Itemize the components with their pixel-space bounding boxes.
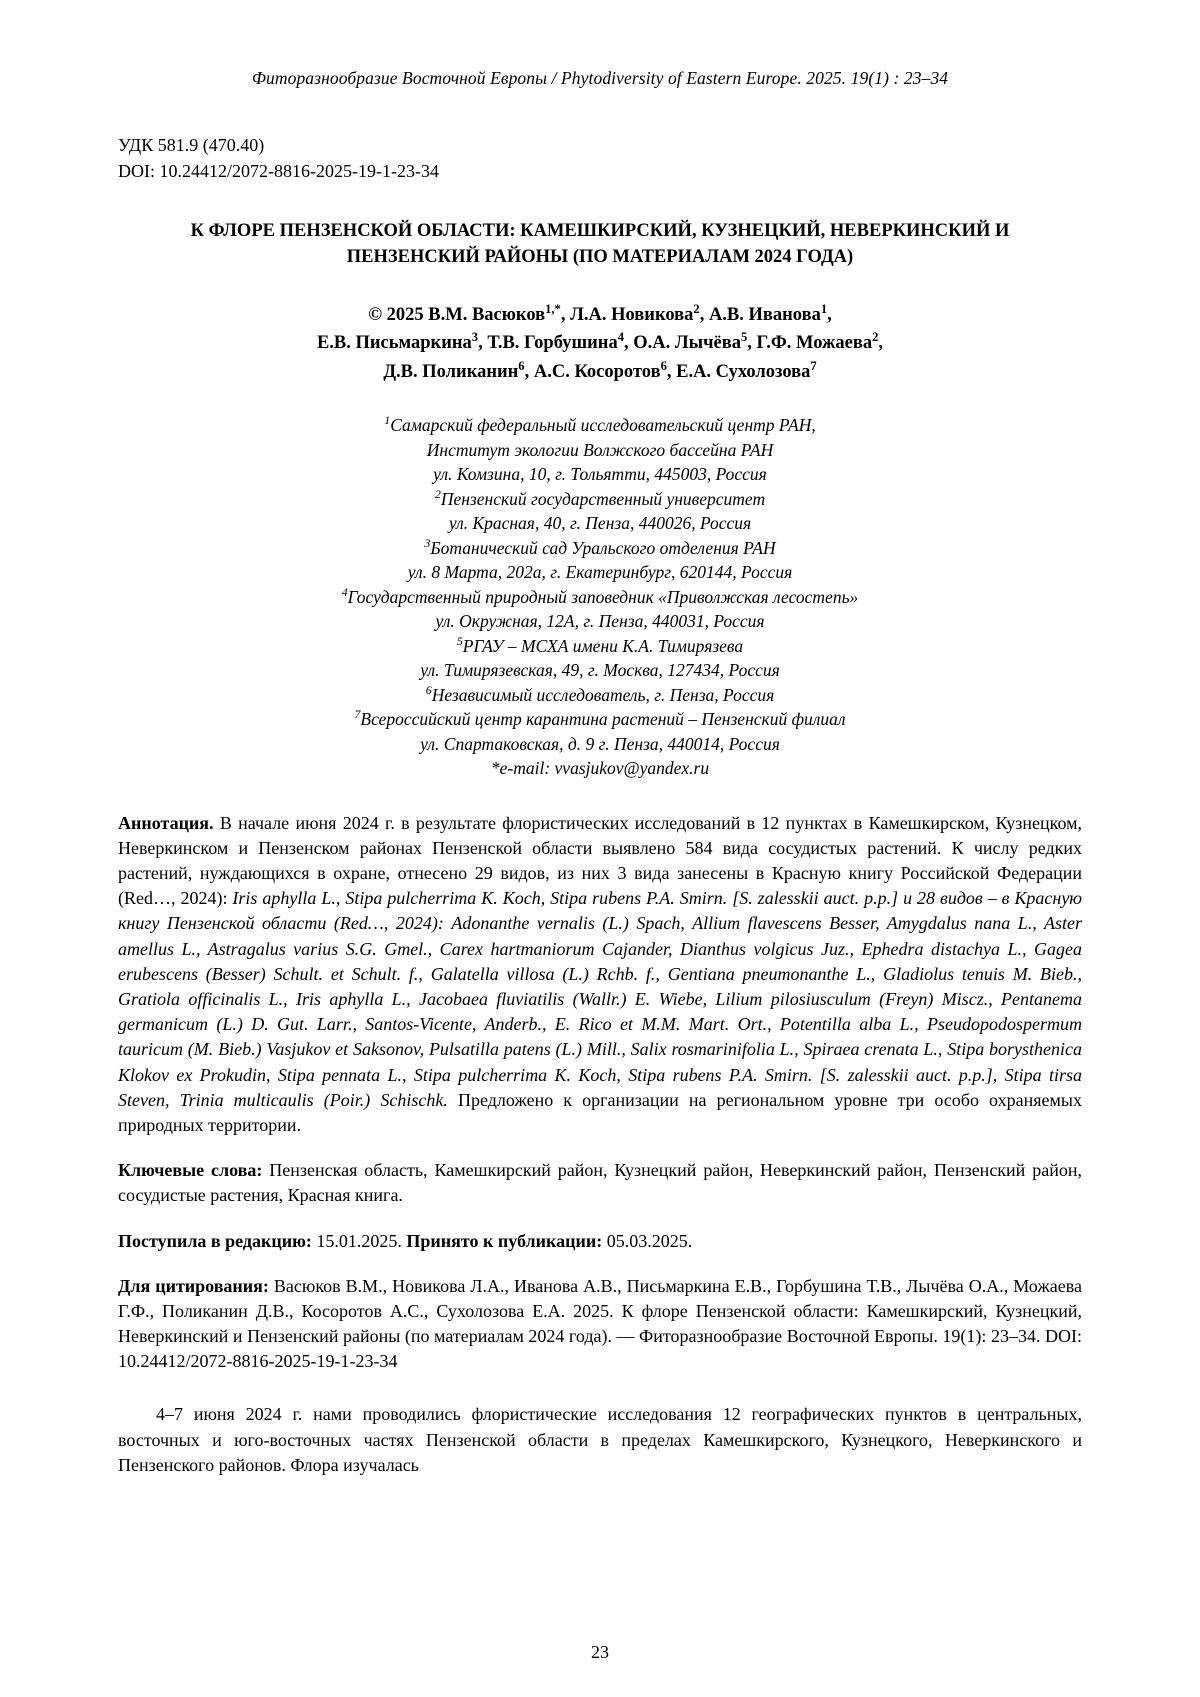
affiliation-item [118,732,1082,757]
author-name: , Г.Ф. Можаева [747,333,873,354]
affiliation-item [118,707,1082,732]
affiliation-marker: 5 [456,633,463,648]
affiliation-text: ул. Тимирязевская, 49, г. Москва, 127434, Россия [420,660,780,681]
author-affiliation-marker: 7 [810,359,817,374]
affiliation-marker: 4 [341,584,348,599]
running-head: Фиторазнообразие Восточной Европы / Phytodiversity of Eastern Europe. 2025. 19(1) : 23–34 [251,68,949,88]
author-name: © 2025 В.М. Васюков [368,304,546,325]
author-name: , О.А. Лычёва [624,333,741,354]
affiliation-text: Ботанический сад Уральского отделения РАН [430,537,776,558]
author-affiliation-marker: 2 [872,330,879,345]
affiliation-marker: 3 [424,535,431,550]
affiliation-text: ул. Комзина, 10, г. Тольятти, 445003, Россия [433,464,767,485]
affiliation-text: Самарский федеральный исследовательский центр РАН, [390,415,816,436]
affiliation-item [118,511,1082,536]
affiliation-text: Всероссийский центр карантина растений – Пензенский филиал [360,709,846,730]
author-affiliation-marker: 6 [660,359,667,374]
udc-code: УДК 581.9 (470.40) [118,135,265,155]
affiliation-item [118,438,1082,463]
accepted-label: Принято к публикации: [406,1230,603,1251]
affiliation-item [118,560,1082,585]
affiliation-marker: 2 [434,486,441,501]
author-name: , Л.А. Новикова [560,304,694,325]
corresponding-email[interactable]: *e-mail: vvasjukov@yandex.ru [490,758,710,779]
affiliation-item [118,609,1082,634]
author-name: , Е.А. Сухолозова [666,362,811,383]
affiliation-text: Государственный природный заповедник «Приволжская лесостепь» [347,586,859,607]
author-list [118,301,1082,388]
author-affiliation-marker: 2 [693,301,700,316]
author-separator: , [827,304,832,325]
page-number: 23 [591,1642,609,1662]
affiliation-text: Пензенский государственный университет [440,488,766,509]
dates-section [118,1229,1082,1254]
author-affiliation-marker: 1,* [545,301,561,316]
article-title: К ФЛОРЕ ПЕНЗЕНСКОЙ ОБЛАСТИ: КАМЕШКИРСКИЙ, КУЗНЕЦКИЙ, НЕВЕРКИНСКИЙ И ПЕНЗЕНСКИЙ РАЙОНЫ (ПО МАТЕРИАЛАМ 2024 ГОДА) [190,221,1010,268]
author-name: , А.В. Иванова [699,304,821,325]
affiliation-text: РГАУ – МСХА имени К.А. Тимирязева [462,635,744,656]
doi-code: DOI: 10.24412/2072-8816-2025-19-1-23-34 [118,160,439,181]
author-name: , Т.В. Горбушина [478,333,618,354]
author-affiliation-marker: 5 [741,330,748,345]
abstract-species-list: Iris aphylla L., Stipa pulcherrima K. Koch, Stipa rubens P.A. Smirn. [S. zalesskii auct. p.p.] и 28 видов – в Красную книгу Пензенской области (Red…, 2024): Adonanthe vernalis (L.) Spach, Allium flavescens Besser, Amygdalus nana L., Aster amellus L., Astragalus varius S.G. Gmel., Carex hartmaniorum Cajander, Dianthus volgicus Juz., Ephedra distachya L., Gagea erubescens (Besser) Schult. et Schult. f., Galatella villosa (L.) Rchb. f., Gentiana pneumonanthe L., Gladiolus tenuis M. Bieb., Gratiola officinalis L., Iris aphylla L., Jacobaea fluviatilis (Wallr.) E. Wiebe, Lilium pilosiusculum (Freyn) Miscz., Pentanema germanicum (L.) D. Gut. Larr., Santos-Vicente, Anderb., E. Rico et M.M. Mart. Ort., Potentilla alba L., Pseudopodospermum tauricum (M. Bieb.) Vasjukov et Saksonov, Pulsatilla patens (L.) Mill., Salix rosmarinifolia L., Spiraea crenata L., Stipa borysthenica Klokov ex Prokudin, Stipa pennata L., Stipa pulcherrima K. Koch, Stipa rubens P.A. Smirn. [S. zalesskii auct. p.p.], Stipa tirsa Steven, Trinia multicaulis (Poir.) Schischk. [118,888,1082,1110]
author-line-2 [118,329,1082,358]
identifier-block [118,133,1082,184]
affiliation-marker: 7 [354,707,361,722]
affiliation-item [118,462,1082,487]
received-label: Поступила в редакцию: [118,1230,312,1251]
affiliation-list [118,413,1082,781]
author-affiliation-marker: 3 [471,330,479,345]
affiliation-item [118,413,1082,438]
author-affiliation-marker: 4 [617,330,624,345]
author-separator: , [878,333,884,354]
citation-label: Для цитирования: [118,1275,269,1296]
author-name: Е.В. Письмаркина [316,333,472,354]
affiliation-item [118,536,1082,561]
author-name: Д.В. Поликанин [383,362,519,383]
abstract-section [118,811,1082,1138]
keywords-text: Пензенская область, Камешкирский район, Кузнецкий район, Неверкинский район, Пензенский район, сосудистые растения, Красная книга. [118,1160,1082,1206]
citation-section [118,1274,1082,1375]
abstract-label: Аннотация. [118,812,214,833]
affiliation-marker: 6 [425,682,432,697]
affiliation-item [118,658,1082,683]
affiliation-text: ул. Окружная, 12А, г. Пенза, 440031, Россия [435,611,765,632]
received-date: 15.01.2025. [311,1230,407,1251]
affiliation-text: ул. Красная, 40, г. Пенза, 440026, Россия [448,513,752,534]
keywords-label: Ключевые слова: [118,1160,263,1181]
author-line-1 [118,301,1082,330]
affiliation-item [118,634,1082,659]
citation-text: Васюков В.М., Новикова Л.А., Иванова А.В., Письмаркина Е.В., Горбушина Т.В., Лычёва О.А., Можаева Г.Ф., Поликанин Д.В., Косоротов А.С., Сухолозова Е.А. 2025. К флоре Пензенской области: Камешкирский, Кузнецкий, Неверкинский и Пензенский районы (по материалам 2024 года). — Фиторазнообразие Восточной Европы. 19(1): 23–34. DOI: 10.24412/2072-8816-2025-19-1-23-34 [118,1275,1083,1372]
abstract-tail: Предложено к организации на региональном уровне три особо охраняемых природных территории. [118,1089,1082,1135]
affiliation-text: Институт экологии Волжского бассейна РАН [426,439,774,460]
affiliation-item [118,683,1082,708]
accepted-date: 05.03.2025. [602,1230,693,1251]
author-name: , А.С. Косоротов [524,362,661,383]
author-line-3 [118,358,1082,387]
affiliation-item [118,487,1082,512]
affiliation-marker: 1 [384,413,391,428]
keywords-section [118,1158,1082,1208]
author-affiliation-marker: 6 [518,359,525,374]
affiliation-item [118,585,1082,610]
affiliation-text: ул. 8 Марта, 202а, г. Екатеринбург, 620144, Россия [407,562,793,583]
affiliation-text: Независимый исследователь, г. Пенза, Россия [431,684,775,705]
author-affiliation-marker: 1 [820,301,828,316]
affiliation-text: ул. Спартаковская, д. 9 г. Пенза, 440014, Россия [420,733,780,754]
body-paragraph: 4–7 июня 2024 г. нами проводились флористические исследования 12 географических пунктов в центральных, восточных и юго-восточных частях Пензенской области в пределах Камешкирского, Кузнецкого, Неверкинского и Пензенского районов. Флора изучалась [118,1404,1082,1475]
abstract-text: В начале июня 2024 г. в результате флористических исследований в 12 пунктах в Камешкирском, Кузнецком, Неверкинском и Пензенском районах Пензенской области выявлено 584 вида сосудистых растений. К числу редких растений, нуждающихся в охране, отнесено 29 видов, из них 3 вида занесены в Красную книгу Российской Федерации (Red…, 2024): [118,812,1082,909]
